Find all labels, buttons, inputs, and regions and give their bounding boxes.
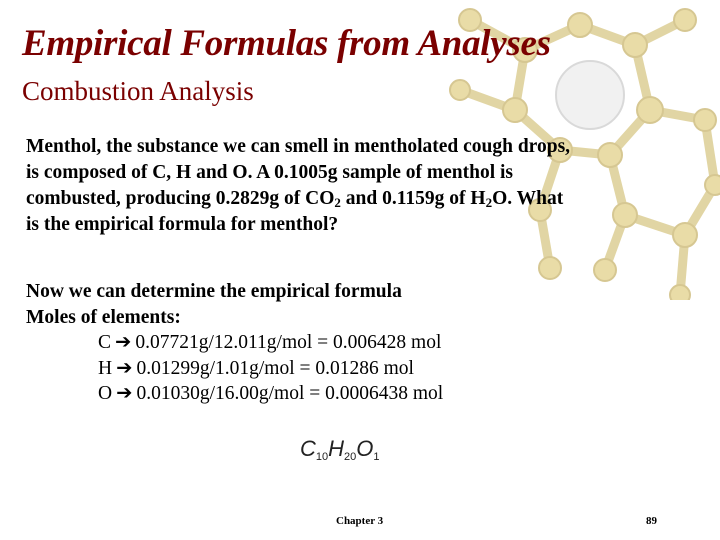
formula-subscript: 1: [373, 451, 380, 463]
mole-calc-row: [26, 381, 443, 407]
subscript: 2: [485, 195, 493, 210]
problem-line: [26, 186, 706, 212]
mole-calc-row: [26, 330, 443, 356]
element-symbol: H: [98, 357, 113, 379]
right-arrow-icon: ➔: [116, 357, 133, 379]
footer-page-number: 89: [646, 515, 657, 527]
problem-line: is the empirical formula for menthol?: [26, 214, 339, 235]
problem-line: Menthol, the substance we can smell in mentholated cough drops,: [26, 136, 571, 157]
right-arrow-icon: ➔: [116, 383, 133, 404]
formula-symbol: O: [356, 436, 374, 461]
moles-heading: Moles of elements:: [26, 306, 181, 328]
solution-work: [26, 279, 443, 407]
formula-subscript: 20: [344, 451, 357, 463]
problem-line: is composed of C, H and O. A 0.1005g sample of menthol is: [26, 162, 513, 183]
formula-symbol: H: [328, 436, 345, 461]
problem-text: and 0.1159g of H: [340, 188, 486, 209]
empirical-formula: [300, 436, 380, 462]
element-symbol: O: [98, 383, 113, 404]
work-intro: Now we can determine the empirical formula: [26, 281, 402, 302]
subscript: 2: [334, 195, 341, 210]
mole-calc: 0.01030g/16.00g/mol = 0.0006438 mol: [136, 383, 444, 404]
slide-subtitle: Combustion Analysis: [22, 76, 254, 106]
mole-calc: 0.07721g/12.011g/mol = 0.006428 mol: [135, 332, 442, 353]
formula-symbol: C: [300, 436, 316, 461]
element-symbol: C: [98, 332, 112, 353]
problem-statement: [26, 134, 706, 238]
footer-chapter: Chapter 3: [336, 515, 384, 527]
problem-text: O. What: [492, 188, 564, 209]
mole-calc: 0.01299g/1.01g/mol = 0.01286 mol: [136, 357, 414, 379]
problem-text: combusted, producing 0.2829g of CO: [26, 188, 335, 209]
formula-subscript: 10: [315, 451, 329, 463]
right-arrow-icon: ➔: [115, 332, 132, 353]
slide-title: Empirical Formulas from Analyses: [22, 23, 551, 64]
mole-calc-row: [26, 356, 443, 382]
